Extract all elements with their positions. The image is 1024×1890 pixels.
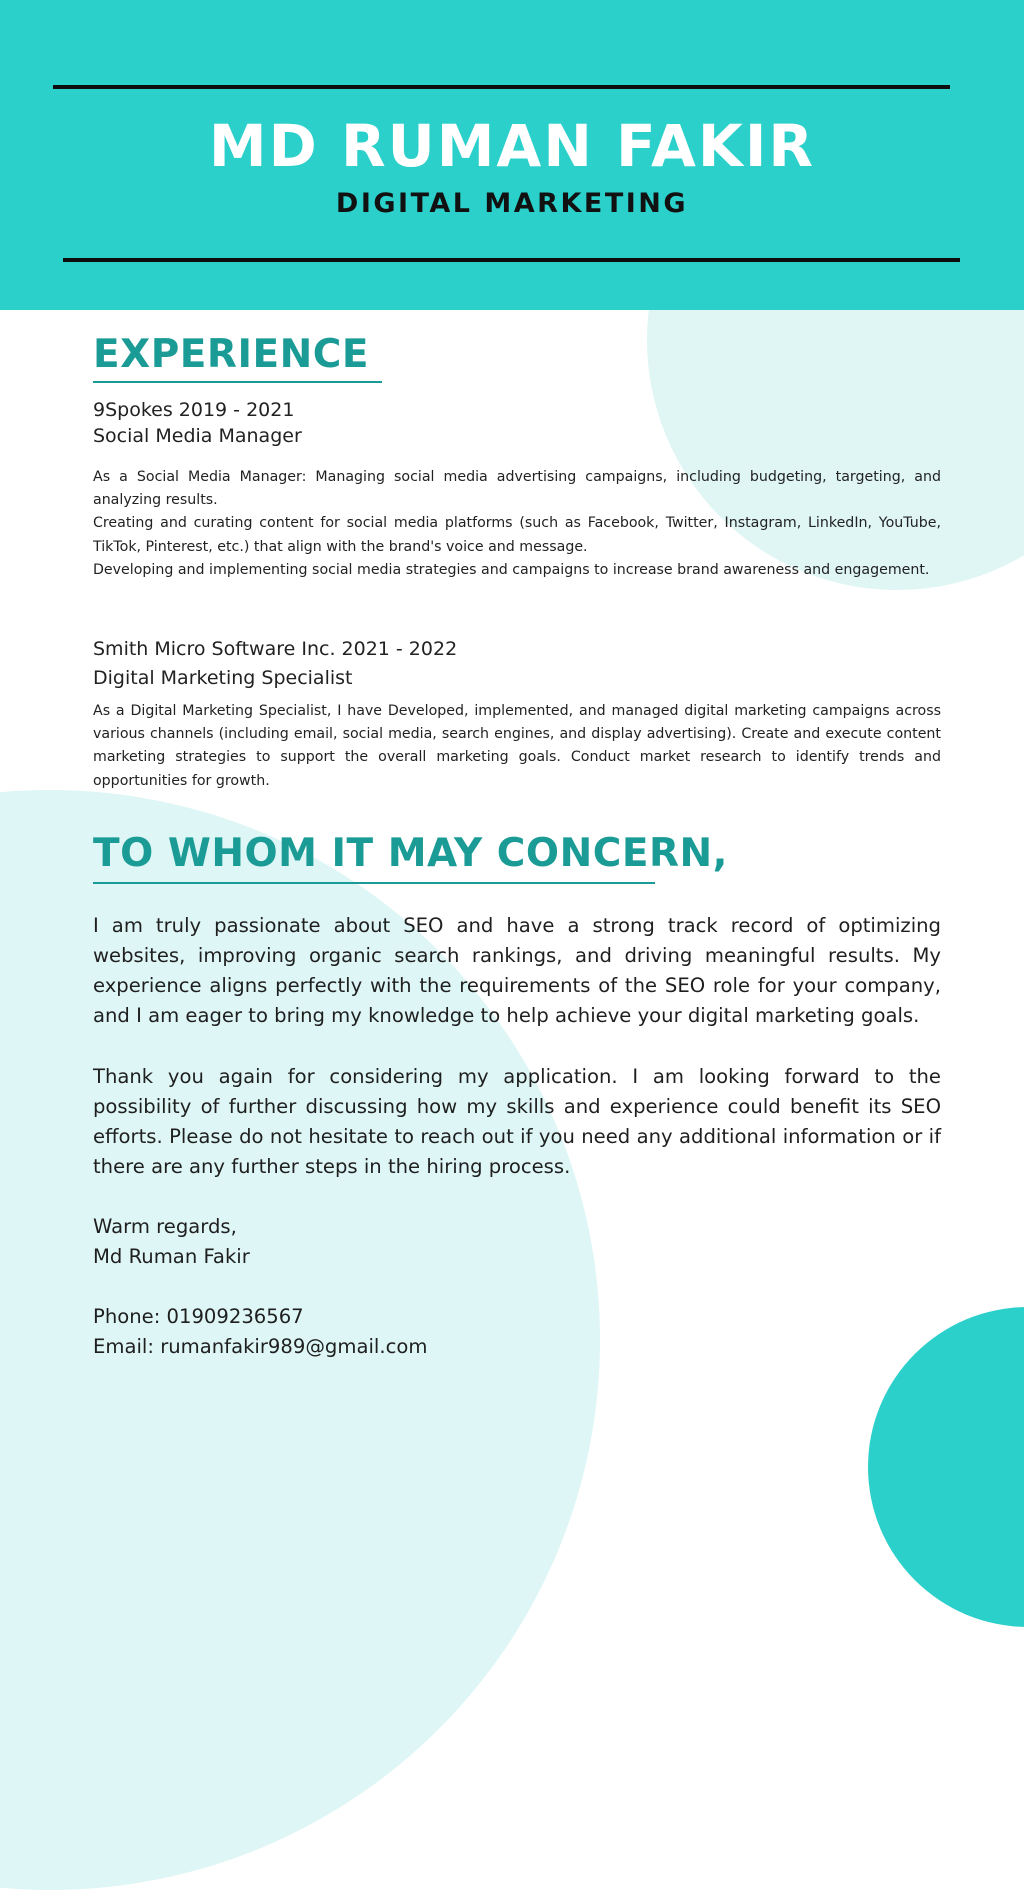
letter-heading-rule: [93, 882, 655, 884]
experience-heading: EXPERIENCE: [93, 332, 370, 377]
job-entry: [93, 635, 941, 793]
job-entry: [93, 397, 941, 582]
job-description-line: Developing and implementing social media strategies and campaigns to increase brand awareness and engagement.: [93, 561, 930, 578]
letter-salutation-heading: TO WHOM IT MAY CONCERN,: [93, 831, 728, 876]
header-banner: [0, 0, 1024, 310]
contact-info: [93, 1302, 941, 1362]
phone-text: Phone: 01909236567: [93, 1305, 304, 1328]
applicant-role: DIGITAL MARKETING: [335, 188, 689, 219]
experience-heading-rule: [93, 381, 382, 383]
job-description-line: As a Digital Marketing Specialist, I have Developed, implemented, and managed digital marketing campaigns across various channels (including email, social media, search engines, and display advertising). Create and execute content marketing strategies to support the overall marketing goals. Conduct market research to identify trends and opportunities for growth.: [93, 703, 941, 789]
job-description-line: Creating and curating content for social media platforms (such as Facebook, Twitter, Instagram, LinkedIn, YouTube, TikTok, Pinterest, etc.) that align with the brand's voice and message.: [93, 515, 941, 555]
email-text: Email: rumanfakir989@gmail.com: [93, 1335, 428, 1358]
job-position: Social Media Manager: [93, 425, 302, 447]
job-company-years: Smith Micro Software Inc. 2021 - 2022: [93, 638, 458, 660]
signature-name: Md Ruman Fakir: [93, 1245, 250, 1268]
letter-paragraph: I am truly passionate about SEO and have a strong track record of optimizing websites, improving organic search rankings, and driving meaningful results. My experience aligns perfectly with the requirements of the SEO role for your company, and I am eager to bring my knowledge to help achieve your digital marketing goals.: [93, 914, 941, 1027]
applicant-name: MD RUMAN FAKIR: [208, 112, 816, 180]
job-company-years: 9Spokes 2019 - 2021: [93, 399, 295, 421]
job-description-line: As a Social Media Manager: Managing social media advertising campaigns, including budgeting, targeting, and analyzing results.: [93, 469, 941, 509]
letter-signoff: [93, 1212, 941, 1272]
closing-text: Warm regards,: [93, 1215, 237, 1238]
header-divider-bottom: [63, 258, 960, 262]
letter-paragraph: Thank you again for considering my application. I am looking forward to the possibility of further discussing how my skills and experience could benefit its SEO efforts. Please do not hesitate to reach out if you need any additional information or if there are any further steps in the hiring process.: [93, 1065, 941, 1178]
job-position: Digital Marketing Specialist: [93, 667, 353, 689]
header-divider-top: [53, 85, 950, 89]
